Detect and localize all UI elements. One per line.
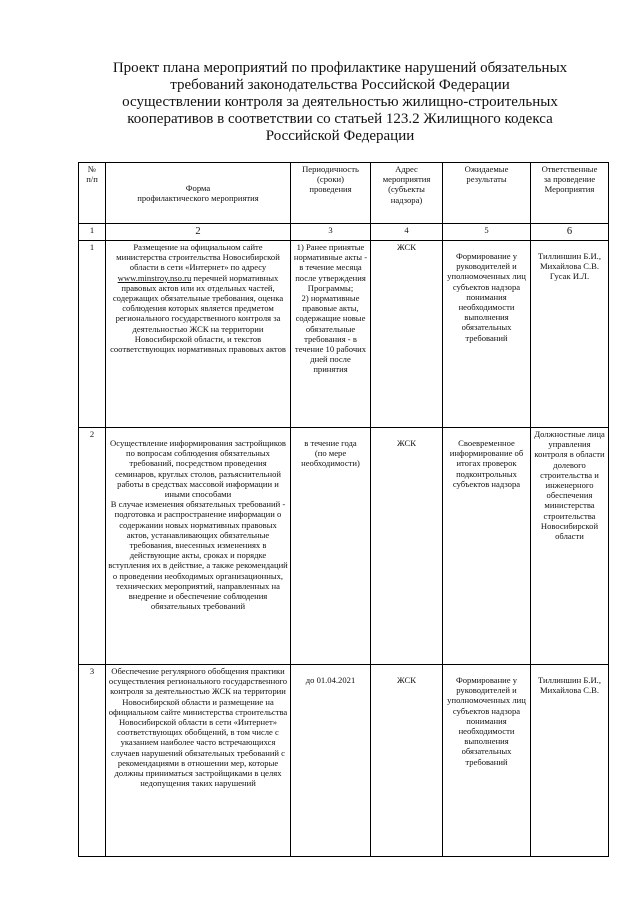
row-form: Осуществление информирования застройщиков по вопросам соблюдения обязательных требований, посредством проведения семинаров, круглых столов, разъяснительной работы в средствах массовой информации и иными способами В случае изменения обязательных требований - подготовка и распространение информации о содержании новых нормативных правовых актов, устанавливающих обязательные требования, внесенных изменениях в действующие акты, сроках и порядке вступления их в действие, а также рекомендаций о проведении необходимых организационных, технических мероприятий, направленных на внедрение и обеспечение соблюдения обязательных требований [106,428,291,665]
row-num: 2 [79,428,106,665]
row-form-text: Размещение на официальном сайте министерства строительства Новосибирской области в сети «Интернет» по адресу [116,242,280,273]
row-responsible: Должностные лица управления контроля в области долевого строительства и инженерного обеспечения министерства строительства Новосибирской области [531,428,609,665]
row-num: 3 [79,665,106,857]
measures-table [78,162,609,857]
column-number: 4 [371,224,443,241]
row-address: ЖСК [371,665,443,857]
row-period: в течение года (по мере необходимости) [291,428,371,665]
table-row [79,665,609,857]
row-num: 1 [79,241,106,428]
site-link[interactable]: www.minstroy.nso.ru [117,272,192,283]
row-period: до 01.04.2021 [291,665,371,857]
header-responsible: Ответственные за проведение Мероприятия [531,163,609,224]
column-number-row [79,224,609,241]
row-results: Формирование у руководителей и уполномоченных лиц субъектов надзора понимания необходимости выполнения обязательных требований [443,241,531,428]
title-line: Российской Федерации [265,128,415,144]
row-address: ЖСК [371,241,443,428]
header-num: № п/п [79,163,106,224]
title-line: осуществлении контроля за деятельностью жилищно-строительных [122,94,558,110]
row-responsible: Тиллиншин Б.И., Михайлова С.В. [531,665,609,857]
title-line: кооперативов в соответствии со статьей 123.2 Жилищного кодекса [127,111,553,127]
row-period: 1) Ранее принятые нормативные акты - в течение месяца после утверждения Программы; 2) нормативные правовые акты, содержащие новые обязательные требования - в течение 10 рабочих дней после принятия [291,241,371,428]
header-period: Периодичность (сроки) проведения [291,163,371,224]
column-number: 6 [531,224,609,241]
row-form: Обеспечение регулярного обобщения практики осуществления регионального государственного контроля за деятельностью ЖСК на территории Новосибирской области и размещение на официальном сайте министерства строительства Новосибирской области в сети «Интернет» соответствующих обобщений, в том числе с указанием наиболее часто встречающихся случаев нарушений обязательных требований с рекомендациями в отношении мер, которые должны приниматься застройщиками в целях недопущения таких нарушений [106,665,291,857]
header-form: Форма профилактического мероприятия [106,163,291,224]
table-header-row [79,163,609,224]
header-address: Адрес мероприятия (субъекты надзора) [371,163,443,224]
table-row [79,241,609,428]
row-form [106,241,291,428]
table-row [79,428,609,665]
row-address: ЖСК [371,428,443,665]
row-results: Формирование у руководителей и уполномоченных лиц субъектов надзора понимания необходимости выполнения обязательных требований [443,665,531,857]
row-form-text: перечней нормативных правовых актов или их отдельных частей, содержащих обязательные требования, оценка соблюдения которых является предметом регионального государственного контроля за деятельностью ЖСК на территории Новосибирской области, и текстов соответствующих нормативных правовых актов [110,272,286,355]
column-number: 1 [79,224,106,241]
title-line: Проект плана мероприятий по профилактике нарушений обязательных [112,60,568,76]
row-responsible: Тиллиншин Б.И., Михайлова С.В. Гусак И.Л. [531,241,609,428]
document-title [96,60,584,145]
header-results: Ожидаемые результаты [443,163,531,224]
title-line: требований законодательства Российской Федерации [170,77,510,93]
column-number: 3 [291,224,371,241]
column-number: 2 [106,224,291,241]
column-number: 5 [443,224,531,241]
row-results: Своевременное информирование об итогах проверок подконтрольных субъектов надзора [443,428,531,665]
